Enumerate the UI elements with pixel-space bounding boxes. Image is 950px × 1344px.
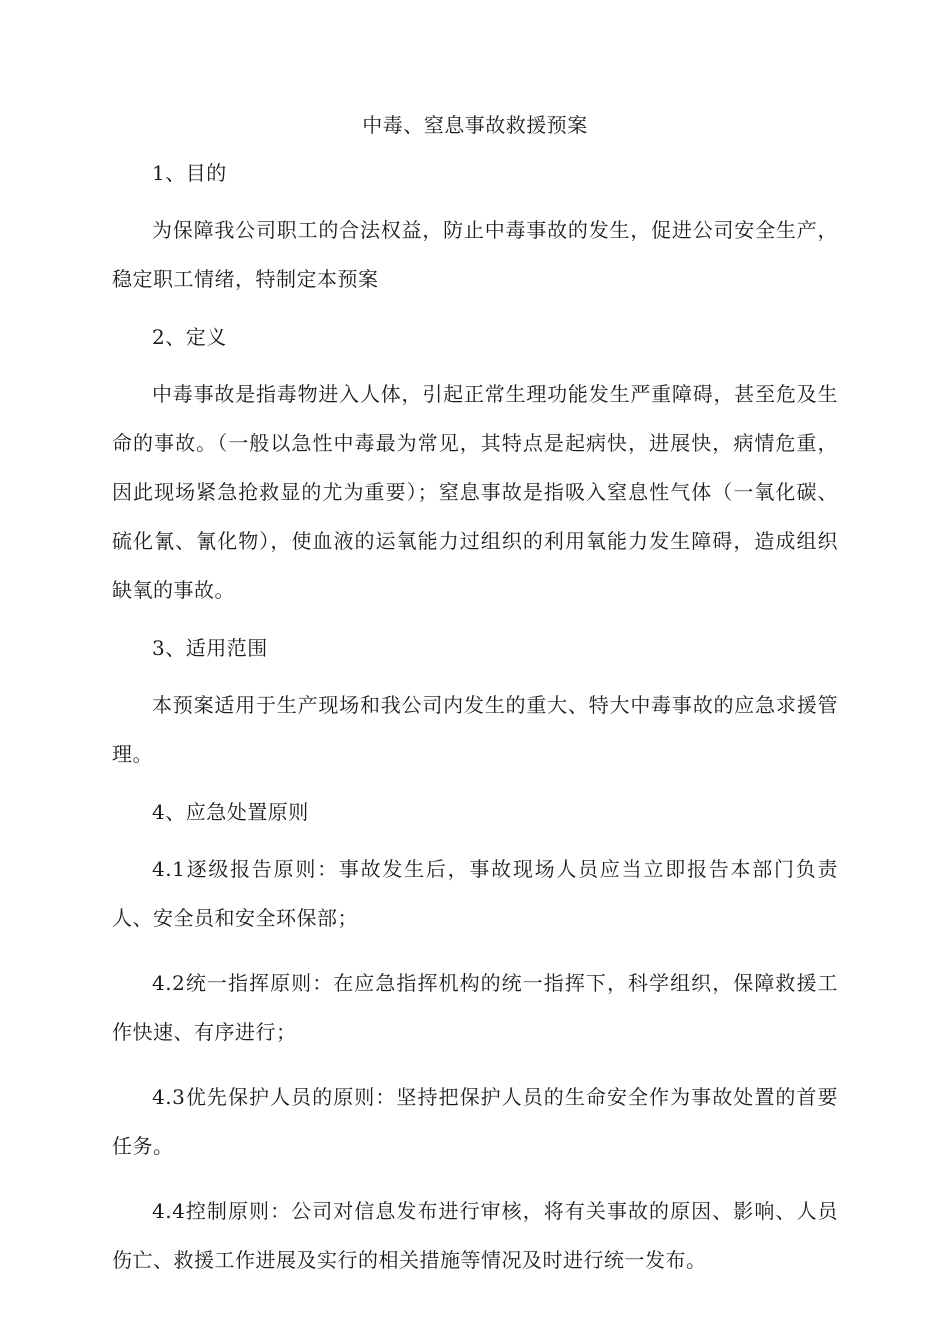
section-paragraph-scope: 本预案适用于生产现场和我公司内发生的重大、特大中毒事故的应急求援管理。	[112, 693, 838, 766]
section-heading-scope: 3、适用范围	[152, 636, 268, 660]
section-heading-purpose: 1、目的	[152, 161, 227, 185]
principle-paragraph-protection: 4.3优先保护人员的原则：坚持把保护人员的生命安全作为事故处置的首要任务。	[112, 1085, 838, 1158]
principle-paragraph-command: 4.2统一指挥原则：在应急指挥机构的统一指挥下，科学组织，保障救援工作快速、有序进行；	[112, 971, 838, 1044]
document-title: 中毒、窒息事故救援预案	[362, 113, 588, 137]
principle-paragraph-reporting: 4.1逐级报告原则：事故发生后，事故现场人员应当立即报告本部门负责人、安全员和安全环保部；	[112, 857, 838, 930]
section-paragraph-purpose: 为保障我公司职工的合法权益，防止中毒事故的发生，促进公司安全生产，稳定职工情绪，特制定本预案	[112, 218, 838, 291]
section-heading-principles: 4、应急处置原则	[152, 800, 309, 824]
principle-paragraph-control: 4.4控制原则：公司对信息发布进行审核，将有关事故的原因、影响、人员伤亡、救援工作进展及实行的相关措施等情况及时进行统一发布。	[112, 1199, 838, 1272]
section-paragraph-definition: 中毒事故是指毒物进入人体，引起正常生理功能发生严重障碍，甚至危及生命的事故。（一般以急性中毒最为常见，其特点是起病快，进展快，病情危重，因此现场紧急抢救显的尤为重要）；窒息事故是指吸入窒息性气体（一氧化碳、硫化氰、氰化物），使血液的运氧能力过组织的利用氧能力发生障碍，造成组织缺氧的事故。	[112, 382, 838, 602]
section-heading-definition: 2、定义	[152, 325, 227, 349]
